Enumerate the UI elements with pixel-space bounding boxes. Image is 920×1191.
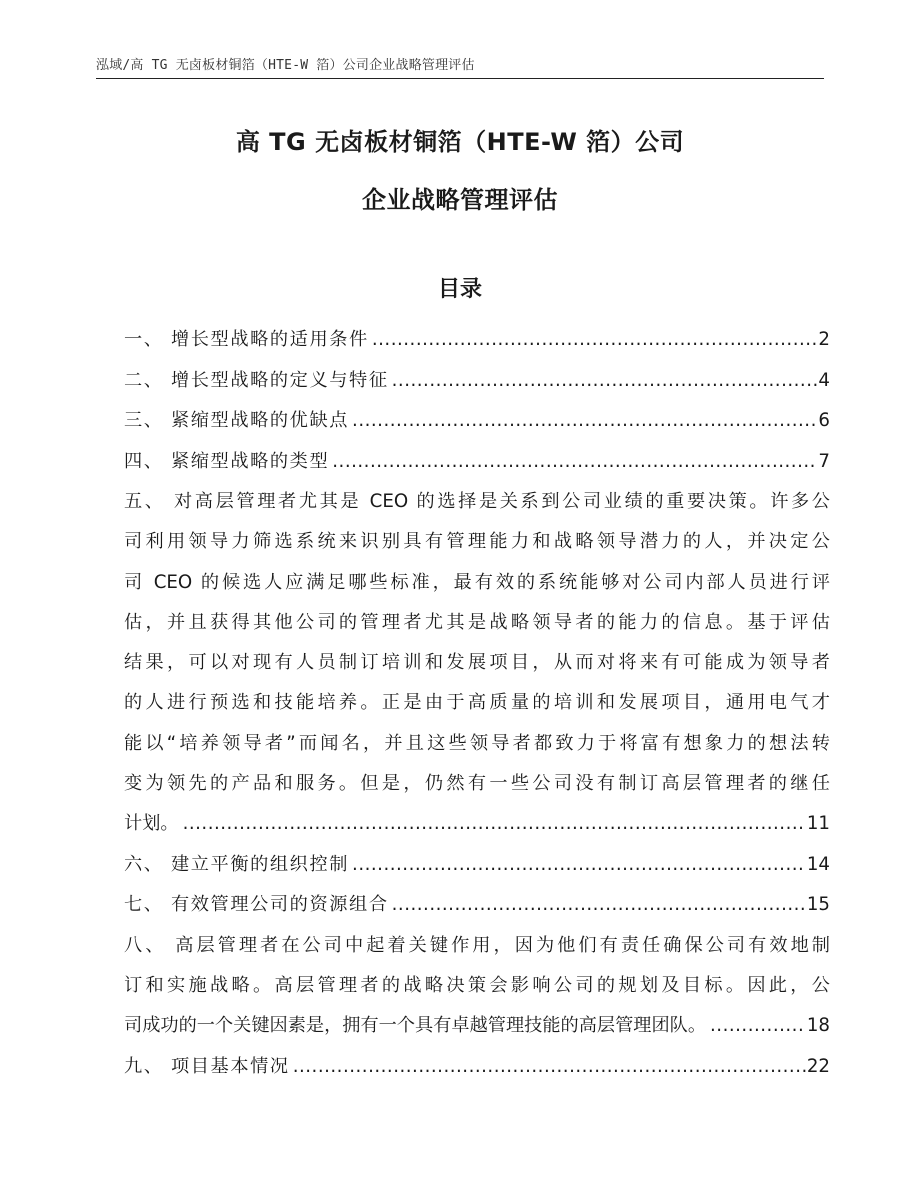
toc-entry-label: 二、 增长型战略的定义与特征 [124, 369, 389, 391]
document-title: 高 TG 无卤板材铜箔（HTE-W 箔）公司 [235, 128, 685, 156]
toc-entry-multiline[interactable] [124, 926, 830, 1047]
toc-entry[interactable] [124, 442, 830, 483]
toc-entry[interactable] [124, 885, 830, 926]
toc-entry-line: 司 CEO 的候选人应满足哪些标准，最有效的系统能够对公司内部人员进行评 [124, 571, 830, 593]
document-subtitle: 企业战略管理评估 [362, 186, 558, 214]
toc-entry-line: 估，并且获得其他公司的管理者尤其是战略领导者的能力的信息。基于评估 [124, 611, 830, 633]
toc-entry[interactable] [124, 401, 830, 442]
toc-entry-label: 三、 紧缩型战略的优缺点 [124, 410, 350, 431]
table-of-contents [124, 320, 830, 1087]
toc-entry-page: 18 [806, 1015, 830, 1037]
toc-leader-dots [392, 885, 806, 926]
toc-leader-dots [293, 1047, 806, 1088]
toc-entry-page: 15 [806, 894, 830, 916]
toc-leader-dots [352, 401, 817, 442]
toc-entry-page: 11 [806, 813, 830, 835]
toc-entry-page: 14 [806, 853, 830, 875]
toc-entry-line: 司利用领导力筛选系统来识别具有管理能力和战略领导潜力的人，并决定公 [124, 531, 830, 553]
toc-leader-dots [392, 361, 818, 402]
toc-entry-label: 四、 紧缩型战略的类型 [124, 450, 330, 472]
toc-entry-page: 22 [806, 1055, 830, 1077]
toc-entry-line: 能以“培养领导者”而闻名，并且这些领导者都致力于将富有想象力的想法转 [124, 732, 830, 754]
toc-leader-dots [372, 320, 818, 361]
toc-entry[interactable] [124, 845, 830, 886]
header-rule [96, 78, 824, 79]
toc-entry-line: 计划。 [124, 813, 179, 835]
running-header: 泓域/高 TG 无卤板材铜箔（HTE-W 箔）公司企业战略管理评估 [96, 58, 475, 73]
toc-entry-line: 结果，可以对现有人员制订培训和发展项目，从而对将来有可能成为领导者 [124, 652, 830, 674]
toc-entry[interactable] [124, 1047, 830, 1088]
toc-entry-page: 2 [818, 329, 830, 350]
toc-entry-label: 六、 建立平衡的组织控制 [124, 853, 350, 875]
toc-entry[interactable] [124, 361, 830, 402]
toc-entry-line: 订和实施战略。高层管理者的战略决策会影响公司的规划及目标。因此，公 [124, 974, 830, 996]
toc-entry-line: 司成功的一个关键因素是，拥有一个具有卓越管理技能的高层管理团队。 [124, 1015, 707, 1037]
toc-entry-line: 八、 高层管理者在公司中起着关键作用，因为他们有责任确保公司有效地制 [124, 934, 830, 956]
toc-heading: 目录 [437, 277, 482, 302]
toc-leader-dots [183, 804, 806, 844]
toc-entry-label: 一、 增长型战略的适用条件 [124, 329, 369, 350]
toc-leader-dots [352, 845, 806, 886]
toc-entry-page: 6 [818, 410, 830, 431]
toc-entry-label: 九、 项目基本情况 [124, 1055, 290, 1077]
toc-entry-multiline[interactable] [124, 482, 830, 845]
toc-entry-line: 变为领先的产品和服务。但是，仍然有一些公司没有制订高层管理者的继任 [124, 773, 830, 795]
toc-entry-page: 4 [818, 369, 830, 391]
toc-entry-page: 7 [818, 450, 830, 472]
toc-leader-dots [710, 1006, 806, 1046]
toc-entry[interactable] [124, 320, 830, 361]
toc-entry-label: 七、 有效管理公司的资源组合 [124, 894, 389, 916]
toc-leader-dots [332, 442, 817, 483]
toc-entry-line: 的人进行预选和技能培养。正是由于高质量的培训和发展项目，通用电气才 [124, 692, 830, 714]
toc-entry-line: 五、 对高层管理者尤其是 CEO 的选择是关系到公司业绩的重要决策。许多公 [124, 491, 830, 512]
